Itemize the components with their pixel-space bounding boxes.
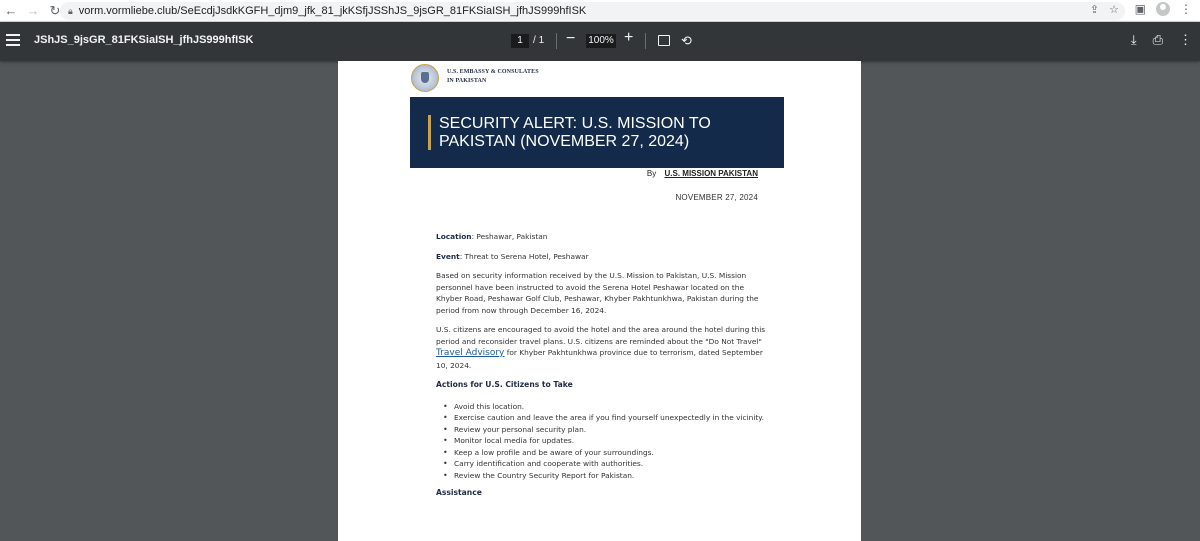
rotate-icon[interactable]: ⟲ [681, 33, 692, 48]
fit-to-page-icon[interactable] [658, 35, 670, 46]
address-bar[interactable] [60, 2, 1125, 20]
author-link[interactable]: U.S. MISSION PAKISTAN [664, 169, 758, 178]
side-panel-icon[interactable]: ▣ [1134, 2, 1146, 16]
list-item: • Exercise caution and leave the area if you find yourself unexpectedly in the vicinity. [440, 412, 766, 424]
paragraph-2 [436, 324, 766, 371]
more-menu-icon[interactable]: ⋮ [1180, 2, 1192, 16]
browser-toolbar [0, 0, 1200, 22]
pdf-toolbar [0, 22, 1200, 61]
by-label: By [646, 169, 657, 178]
back-arrow-icon[interactable]: ← [4, 3, 18, 18]
alert-title [439, 115, 769, 151]
event-line [436, 251, 766, 263]
title-banner [410, 97, 784, 168]
alert-title-line-2: PAKISTAN (NOVEMBER 27, 2024) [439, 133, 690, 150]
alert-body [436, 231, 766, 509]
pdf-page [338, 61, 861, 541]
lock-icon[interactable]: 🔒︎ [68, 5, 73, 16]
zoom-level-input[interactable]: 100% [586, 34, 616, 48]
assistance-heading: Assistance [436, 488, 482, 497]
list-item: • Keep a low profile and be aware of your surroundings. [440, 447, 766, 459]
download-icon[interactable]: ⤓ [1130, 32, 1137, 47]
byline [647, 169, 758, 178]
location-label: Location [436, 232, 472, 241]
paragraph-1: Based on security information received by the U.S. Mission to Pakistan, U.S. Mission personnel have been instructed to avoid the Serena Hotel Peshawar located on the Khyber Road, Peshawar Golf Club, Peshawar, Khyber Pakhtunkhwa, Pakistan during the period from now through December 16, 2024. [436, 271, 759, 315]
url-text: vorm.vormliebe.club/SeEcdjJsdkKGFH_djm9_jfk_81_jkKSfjJSShJS_9jsGR_81FKSiaISH_jfhJS999hfISK [78, 5, 587, 17]
location-value: : Peshawar, Pakistan [471, 232, 548, 241]
zoom-in-button[interactable]: + [624, 29, 634, 46]
event-value: : Threat to Serena Hotel, Peshawar [459, 251, 589, 261]
actions-list [440, 401, 766, 482]
list-item: • Carry identification and cooperate with authorities. [440, 458, 766, 470]
profile-avatar-icon[interactable] [1156, 2, 1170, 16]
bookmark-star-icon[interactable]: ☆ [1109, 4, 1119, 16]
paragraph-2-text-b: for Khyber Pakhtunkhwa province due to terrorism, dated September 10, 2024. [436, 348, 763, 370]
page-number-input[interactable]: 1 [511, 34, 529, 48]
forward-arrow-icon[interactable]: → [26, 3, 40, 18]
total-pages: 1 [538, 35, 545, 46]
more-options-icon[interactable]: ⋮ [1179, 32, 1192, 47]
location-line [436, 231, 766, 243]
paragraph-2-text-a: U.S. citizens are encouraged to avoid the hotel and the area around the hotel during this period and reconsider travel plans. U.S. citizens are reminded about the "Do Not Travel" [436, 325, 766, 346]
list-item: • Review your personal security plan. [440, 424, 766, 436]
zoom-out-button[interactable]: − [566, 30, 576, 47]
page-count [533, 35, 544, 46]
page-separator: / [533, 35, 536, 46]
embassy-seal-logo [411, 64, 439, 92]
alert-title-line-1: SECURITY ALERT: U.S. MISSION TO [439, 115, 711, 132]
org-line-2: IN PAKISTAN [447, 78, 487, 84]
share-icon[interactable]: ⇪ [1089, 4, 1100, 16]
list-item: • Review the Country Security Report for Pakistan. [440, 470, 766, 482]
publish-date: NOVEMBER 27, 2024 [675, 193, 758, 202]
pdf-document-title: JShJS_9jsGR_81FKSiaISH_jfhJS999hfISK [34, 34, 254, 46]
org-line-1: U.S. EMBASSY & CONSULATES [447, 69, 539, 75]
travel-advisory-link[interactable]: Travel Advisory [436, 348, 505, 358]
toolbar-divider [645, 33, 646, 49]
print-icon[interactable]: ⎙ [1152, 32, 1163, 47]
list-item: • Monitor local media for updates. [440, 435, 766, 447]
event-label: Event [436, 251, 460, 261]
actions-heading: Actions for U.S. Citizens to Take [436, 380, 573, 389]
organization-name [447, 68, 539, 86]
toolbar-divider [556, 33, 557, 49]
hamburger-menu-icon[interactable] [6, 34, 20, 46]
list-item: • Avoid this location. [440, 401, 766, 413]
reload-icon[interactable]: ↻ [49, 2, 61, 18]
banner-accent-bar [428, 115, 431, 150]
